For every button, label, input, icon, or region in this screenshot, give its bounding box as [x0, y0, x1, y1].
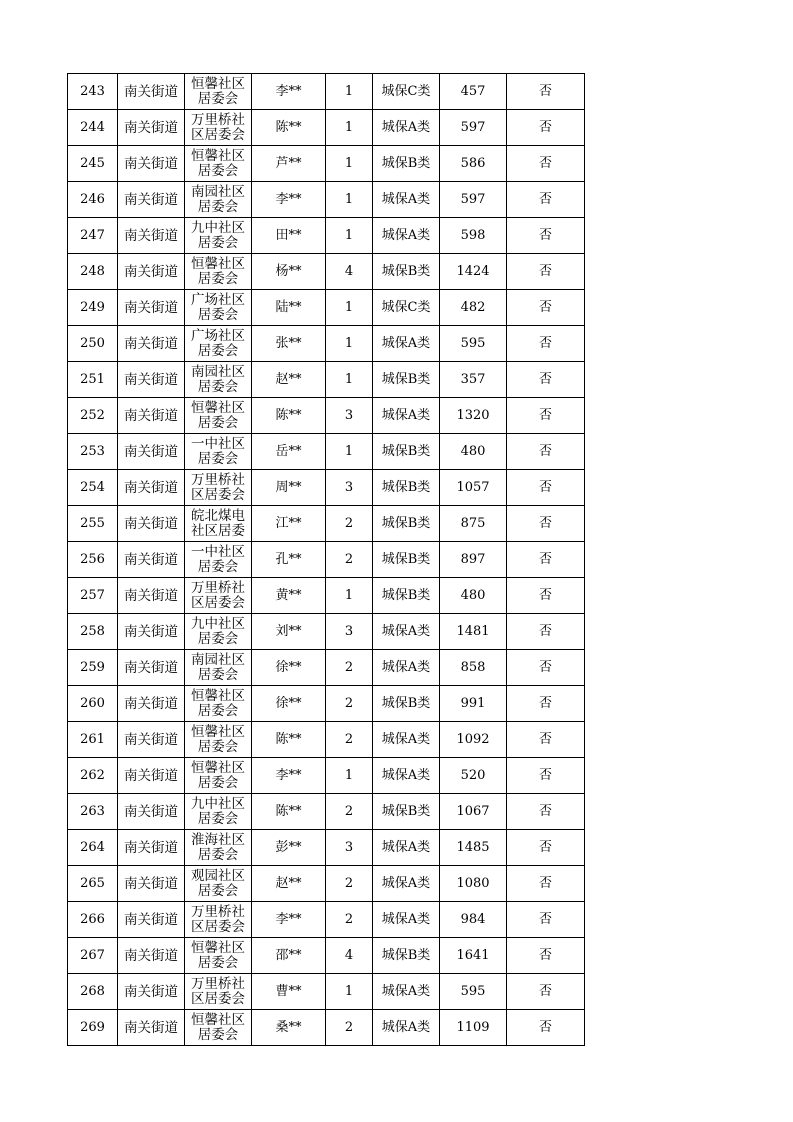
community-cell: 恒馨社区居委会: [185, 686, 252, 722]
flag-cell: 否: [507, 974, 585, 1010]
community-cell: 皖北煤电社区居委: [185, 506, 252, 542]
table-row: [68, 830, 585, 866]
flag-cell: 否: [507, 74, 585, 110]
street-cell: 南关街道: [118, 290, 185, 326]
row-number-cell: 262: [68, 758, 118, 794]
community-cell: 淮海社区居委会: [185, 830, 252, 866]
street-cell: 南关街道: [118, 146, 185, 182]
street-cell: 南关街道: [118, 254, 185, 290]
street-cell: 南关街道: [118, 830, 185, 866]
household-count-cell: 2: [326, 506, 373, 542]
flag-cell: 否: [507, 434, 585, 470]
row-number-cell: 251: [68, 362, 118, 398]
amount-cell: 457: [440, 74, 507, 110]
category-cell: 城保B类: [373, 434, 440, 470]
flag-cell: 否: [507, 938, 585, 974]
household-count-cell: 2: [326, 686, 373, 722]
household-count-cell: 4: [326, 254, 373, 290]
table-row: [68, 758, 585, 794]
flag-cell: 否: [507, 326, 585, 362]
category-cell: 城保A类: [373, 866, 440, 902]
name-cell: 黄**: [252, 578, 326, 614]
name-cell: 陈**: [252, 110, 326, 146]
amount-cell: 1057: [440, 470, 507, 506]
amount-cell: 597: [440, 182, 507, 218]
category-cell: 城保A类: [373, 326, 440, 362]
street-cell: 南关街道: [118, 794, 185, 830]
street-cell: 南关街道: [118, 614, 185, 650]
household-count-cell: 4: [326, 938, 373, 974]
flag-cell: 否: [507, 650, 585, 686]
flag-cell: 否: [507, 470, 585, 506]
table-row: [68, 902, 585, 938]
street-cell: 南关街道: [118, 722, 185, 758]
category-cell: 城保B类: [373, 938, 440, 974]
amount-cell: 984: [440, 902, 507, 938]
table-row: [68, 578, 585, 614]
amount-cell: 1109: [440, 1010, 507, 1046]
row-number-cell: 249: [68, 290, 118, 326]
amount-cell: 1320: [440, 398, 507, 434]
row-number-cell: 263: [68, 794, 118, 830]
row-number-cell: 265: [68, 866, 118, 902]
street-cell: 南关街道: [118, 326, 185, 362]
row-number-cell: 255: [68, 506, 118, 542]
category-cell: 城保C类: [373, 74, 440, 110]
flag-cell: 否: [507, 758, 585, 794]
category-cell: 城保B类: [373, 506, 440, 542]
amount-cell: 1080: [440, 866, 507, 902]
row-number-cell: 254: [68, 470, 118, 506]
community-cell: 一中社区居委会: [185, 542, 252, 578]
row-number-cell: 269: [68, 1010, 118, 1046]
community-cell: 恒馨社区居委会: [185, 146, 252, 182]
category-cell: 城保A类: [373, 110, 440, 146]
flag-cell: 否: [507, 902, 585, 938]
table-row: [68, 326, 585, 362]
flag-cell: 否: [507, 218, 585, 254]
name-cell: 陆**: [252, 290, 326, 326]
amount-cell: 875: [440, 506, 507, 542]
flag-cell: 否: [507, 506, 585, 542]
category-cell: 城保B类: [373, 578, 440, 614]
name-cell: 邵**: [252, 938, 326, 974]
name-cell: 陈**: [252, 794, 326, 830]
household-count-cell: 2: [326, 722, 373, 758]
name-cell: 徐**: [252, 650, 326, 686]
row-number-cell: 244: [68, 110, 118, 146]
category-cell: 城保A类: [373, 902, 440, 938]
category-cell: 城保B类: [373, 362, 440, 398]
community-cell: 万里桥社区居委会: [185, 110, 252, 146]
table-row: [68, 686, 585, 722]
household-count-cell: 2: [326, 1010, 373, 1046]
roster-table: [67, 73, 585, 1046]
row-number-cell: 245: [68, 146, 118, 182]
community-cell: 南园社区居委会: [185, 650, 252, 686]
street-cell: 南关街道: [118, 974, 185, 1010]
category-cell: 城保B类: [373, 542, 440, 578]
table-row: [68, 74, 585, 110]
category-cell: 城保B类: [373, 686, 440, 722]
street-cell: 南关街道: [118, 74, 185, 110]
household-count-cell: 1: [326, 362, 373, 398]
category-cell: 城保A类: [373, 830, 440, 866]
category-cell: 城保C类: [373, 290, 440, 326]
flag-cell: 否: [507, 578, 585, 614]
name-cell: 张**: [252, 326, 326, 362]
street-cell: 南关街道: [118, 506, 185, 542]
table-row: [68, 398, 585, 434]
community-cell: 恒馨社区居委会: [185, 722, 252, 758]
row-number-cell: 243: [68, 74, 118, 110]
household-count-cell: 1: [326, 326, 373, 362]
category-cell: 城保B类: [373, 794, 440, 830]
table-row: [68, 938, 585, 974]
name-cell: 李**: [252, 902, 326, 938]
amount-cell: 598: [440, 218, 507, 254]
household-count-cell: 1: [326, 974, 373, 1010]
row-number-cell: 248: [68, 254, 118, 290]
row-number-cell: 247: [68, 218, 118, 254]
name-cell: 赵**: [252, 362, 326, 398]
amount-cell: 1067: [440, 794, 507, 830]
category-cell: 城保A类: [373, 722, 440, 758]
flag-cell: 否: [507, 290, 585, 326]
community-cell: 南园社区居委会: [185, 182, 252, 218]
flag-cell: 否: [507, 866, 585, 902]
name-cell: 杨**: [252, 254, 326, 290]
amount-cell: 595: [440, 326, 507, 362]
name-cell: 岳**: [252, 434, 326, 470]
amount-cell: 1485: [440, 830, 507, 866]
amount-cell: 357: [440, 362, 507, 398]
amount-cell: 1481: [440, 614, 507, 650]
category-cell: 城保A类: [373, 614, 440, 650]
household-count-cell: 1: [326, 74, 373, 110]
category-cell: 城保A类: [373, 398, 440, 434]
flag-cell: 否: [507, 830, 585, 866]
table-row: [68, 362, 585, 398]
household-count-cell: 3: [326, 398, 373, 434]
table-row: [68, 866, 585, 902]
flag-cell: 否: [507, 542, 585, 578]
community-cell: 恒馨社区居委会: [185, 938, 252, 974]
name-cell: 芦**: [252, 146, 326, 182]
amount-cell: 897: [440, 542, 507, 578]
table-row: [68, 254, 585, 290]
community-cell: 广场社区居委会: [185, 326, 252, 362]
community-cell: 万里桥社区居委会: [185, 974, 252, 1010]
household-count-cell: 2: [326, 794, 373, 830]
flag-cell: 否: [507, 110, 585, 146]
household-count-cell: 3: [326, 614, 373, 650]
street-cell: 南关街道: [118, 470, 185, 506]
street-cell: 南关街道: [118, 434, 185, 470]
community-cell: 万里桥社区居委会: [185, 902, 252, 938]
household-count-cell: 2: [326, 650, 373, 686]
community-cell: 恒馨社区居委会: [185, 398, 252, 434]
community-cell: 广场社区居委会: [185, 290, 252, 326]
household-count-cell: 1: [326, 578, 373, 614]
street-cell: 南关街道: [118, 758, 185, 794]
community-cell: 恒馨社区居委会: [185, 74, 252, 110]
amount-cell: 858: [440, 650, 507, 686]
name-cell: 周**: [252, 470, 326, 506]
table-row: [68, 506, 585, 542]
household-count-cell: 1: [326, 146, 373, 182]
table-row: [68, 614, 585, 650]
community-cell: 万里桥社区居委会: [185, 578, 252, 614]
name-cell: 李**: [252, 758, 326, 794]
flag-cell: 否: [507, 1010, 585, 1046]
flag-cell: 否: [507, 362, 585, 398]
community-cell: 恒馨社区居委会: [185, 758, 252, 794]
street-cell: 南关街道: [118, 650, 185, 686]
row-number-cell: 256: [68, 542, 118, 578]
amount-cell: 991: [440, 686, 507, 722]
row-number-cell: 268: [68, 974, 118, 1010]
name-cell: 曹**: [252, 974, 326, 1010]
community-cell: 九中社区居委会: [185, 218, 252, 254]
household-count-cell: 1: [326, 110, 373, 146]
street-cell: 南关街道: [118, 938, 185, 974]
household-count-cell: 1: [326, 758, 373, 794]
category-cell: 城保A类: [373, 1010, 440, 1046]
table-row: [68, 542, 585, 578]
table-row: [68, 794, 585, 830]
row-number-cell: 258: [68, 614, 118, 650]
category-cell: 城保A类: [373, 218, 440, 254]
row-number-cell: 260: [68, 686, 118, 722]
household-count-cell: 2: [326, 902, 373, 938]
name-cell: 李**: [252, 74, 326, 110]
community-cell: 九中社区居委会: [185, 794, 252, 830]
amount-cell: 1641: [440, 938, 507, 974]
name-cell: 赵**: [252, 866, 326, 902]
name-cell: 陈**: [252, 722, 326, 758]
flag-cell: 否: [507, 398, 585, 434]
household-count-cell: 1: [326, 218, 373, 254]
name-cell: 彭**: [252, 830, 326, 866]
street-cell: 南关街道: [118, 1010, 185, 1046]
row-number-cell: 261: [68, 722, 118, 758]
flag-cell: 否: [507, 686, 585, 722]
amount-cell: 597: [440, 110, 507, 146]
table-row: [68, 290, 585, 326]
category-cell: 城保A类: [373, 650, 440, 686]
table-row: [68, 218, 585, 254]
category-cell: 城保A类: [373, 182, 440, 218]
amount-cell: 595: [440, 974, 507, 1010]
street-cell: 南关街道: [118, 866, 185, 902]
table-row: [68, 146, 585, 182]
table-row: [68, 650, 585, 686]
table-row: [68, 470, 585, 506]
roster-body: [68, 74, 585, 1046]
amount-cell: 480: [440, 434, 507, 470]
community-cell: 一中社区居委会: [185, 434, 252, 470]
category-cell: 城保B类: [373, 254, 440, 290]
household-count-cell: 2: [326, 866, 373, 902]
amount-cell: 482: [440, 290, 507, 326]
category-cell: 城保A类: [373, 974, 440, 1010]
street-cell: 南关街道: [118, 542, 185, 578]
row-number-cell: 246: [68, 182, 118, 218]
amount-cell: 480: [440, 578, 507, 614]
row-number-cell: 252: [68, 398, 118, 434]
amount-cell: 1424: [440, 254, 507, 290]
table-row: [68, 974, 585, 1010]
row-number-cell: 257: [68, 578, 118, 614]
community-cell: 南园社区居委会: [185, 362, 252, 398]
street-cell: 南关街道: [118, 398, 185, 434]
street-cell: 南关街道: [118, 902, 185, 938]
household-count-cell: 3: [326, 830, 373, 866]
street-cell: 南关街道: [118, 686, 185, 722]
name-cell: 孔**: [252, 542, 326, 578]
community-cell: 观园社区居委会: [185, 866, 252, 902]
table-row: [68, 434, 585, 470]
community-cell: 恒馨社区居委会: [185, 1010, 252, 1046]
table-row: [68, 1010, 585, 1046]
category-cell: 城保B类: [373, 470, 440, 506]
category-cell: 城保B类: [373, 146, 440, 182]
amount-cell: 586: [440, 146, 507, 182]
household-count-cell: 1: [326, 290, 373, 326]
name-cell: 李**: [252, 182, 326, 218]
category-cell: 城保A类: [373, 758, 440, 794]
table-row: [68, 182, 585, 218]
street-cell: 南关街道: [118, 182, 185, 218]
street-cell: 南关街道: [118, 362, 185, 398]
community-cell: 九中社区居委会: [185, 614, 252, 650]
household-count-cell: 1: [326, 182, 373, 218]
row-number-cell: 266: [68, 902, 118, 938]
flag-cell: 否: [507, 794, 585, 830]
name-cell: 徐**: [252, 686, 326, 722]
amount-cell: 520: [440, 758, 507, 794]
community-cell: 恒馨社区居委会: [185, 254, 252, 290]
flag-cell: 否: [507, 182, 585, 218]
name-cell: 陈**: [252, 398, 326, 434]
row-number-cell: 264: [68, 830, 118, 866]
name-cell: 桑**: [252, 1010, 326, 1046]
name-cell: 刘**: [252, 614, 326, 650]
street-cell: 南关街道: [118, 218, 185, 254]
row-number-cell: 259: [68, 650, 118, 686]
flag-cell: 否: [507, 614, 585, 650]
table-row: [68, 110, 585, 146]
community-cell: 万里桥社区居委会: [185, 470, 252, 506]
flag-cell: 否: [507, 722, 585, 758]
flag-cell: 否: [507, 146, 585, 182]
row-number-cell: 267: [68, 938, 118, 974]
flag-cell: 否: [507, 254, 585, 290]
street-cell: 南关街道: [118, 578, 185, 614]
table-row: [68, 722, 585, 758]
row-number-cell: 250: [68, 326, 118, 362]
row-number-cell: 253: [68, 434, 118, 470]
name-cell: 田**: [252, 218, 326, 254]
household-count-cell: 2: [326, 542, 373, 578]
name-cell: 江**: [252, 506, 326, 542]
street-cell: 南关街道: [118, 110, 185, 146]
household-count-cell: 1: [326, 434, 373, 470]
household-count-cell: 3: [326, 470, 373, 506]
amount-cell: 1092: [440, 722, 507, 758]
